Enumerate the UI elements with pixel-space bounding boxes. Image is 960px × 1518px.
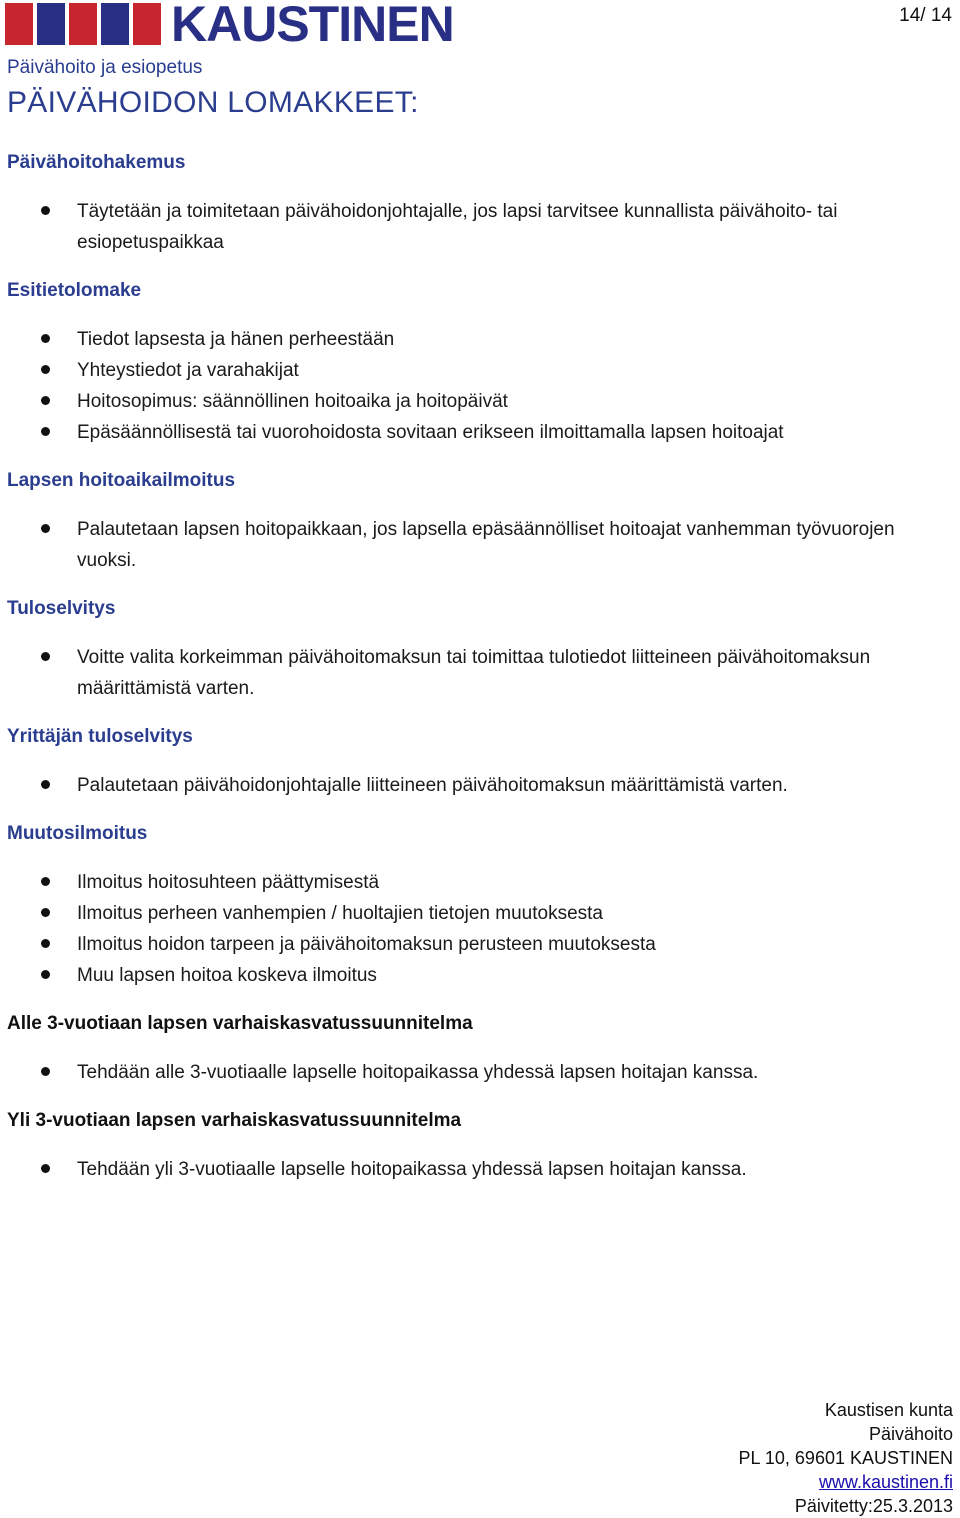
list-item-text: Voitte valita korkeimman päivähoitomaksun tai toimittaa tulotiedot liitteineen päivähoitomaksun määrittämistä varten. [77,647,871,699]
list-item-text: Palautetaan lapsen hoitopaikkaan, jos lapsella epäsäännölliset hoitoajat vanhemman työvuorojen vuoksi. [77,519,895,571]
logo-stripes [5,3,165,45]
bullet-list [7,1057,947,1088]
footer-address: PL 10, 69601 KAUSTINEN [738,1448,953,1468]
list-item [7,642,947,704]
bullet-icon [41,206,50,215]
footer [739,1398,953,1518]
logo-stripe [133,3,161,45]
list-item [7,514,947,576]
bullet-icon [41,1164,50,1173]
bullet-icon [41,365,50,374]
list-item [7,1154,947,1185]
bullet-icon [41,524,50,533]
list-item [7,196,947,258]
bullet-list [7,196,947,258]
bullet-list [7,324,947,448]
list-item [7,1057,947,1088]
list-item [7,386,947,417]
list-item-text: Palautetaan päivähoidonjohtajalle liitteineen päivähoitomaksun määrittämistä varten. [77,775,788,796]
bullet-icon [41,652,50,661]
list-item [7,417,947,448]
footer-website-link[interactable]: www.kaustinen.fi [818,1472,953,1492]
page-title: PÄIVÄHOIDON LOMAKKEET: [7,86,419,119]
bullet-icon [41,334,50,343]
bullet-list [7,642,947,704]
list-item [7,929,947,960]
bullet-icon [41,780,50,789]
list-item [7,355,947,386]
section-heading: Esitietolomake [7,280,142,301]
list-item-text: Ilmoitus hoitosuhteen päättymisestä [77,872,380,893]
logo-stripe [101,3,129,45]
form-list [7,150,947,1205]
section-heading: Yli 3-vuotiaan lapsen varhaiskasvatussuunnitelma [7,1110,462,1131]
list-item [7,867,947,898]
logo-wordmark: KAUSTINEN [171,0,454,52]
bullet-list [7,867,947,991]
logo-stripe [5,3,33,45]
list-item [7,770,947,801]
section-heading: Lapsen hoitoaikailmoitus [7,470,236,491]
bullet-icon [41,939,50,948]
footer-dept: Päivähoito [868,1424,953,1444]
list-item-text: Yhteystiedot ja varahakijat [77,360,299,381]
page-number: 14/ 14 [899,5,952,26]
footer-updated: Päivitetty:25.3.2013 [794,1496,953,1516]
footer-org: Kaustisen kunta [824,1400,953,1420]
section-heading: Yrittäjän tuloselvitys [7,726,193,747]
logo-stripe [69,3,97,45]
bullet-icon [41,427,50,436]
bullet-icon [41,970,50,979]
list-item [7,324,947,355]
list-item-text: Tehdään alle 3-vuotiaalle lapselle hoitopaikassa yhdessä lapsen hoitajan kanssa. [77,1062,759,1083]
list-item-text: Tehdään yli 3-vuotiaalle lapselle hoitopaikassa yhdessä lapsen hoitajan kanssa. [77,1159,747,1180]
section-heading: Muutosilmoitus [7,823,148,844]
bullet-list [7,770,947,801]
list-item-text: Ilmoitus hoidon tarpeen ja päivähoitomaksun perusteen muutoksesta [77,934,656,955]
bullet-icon [41,908,50,917]
list-item-text: Täytetään ja toimitetaan päivähoidonjohtajalle, jos lapsi tarvitsee kunnallista päivähoito- tai esiopetuspaikkaa [77,201,838,253]
list-item [7,960,947,991]
bullet-list [7,1154,947,1185]
kaustinen-logo [5,0,454,52]
list-item [7,898,947,929]
list-item-text: Ilmoitus perheen vanhempien / huoltajien tietojen muutoksesta [77,903,603,924]
logo-stripe [37,3,65,45]
list-item-text: Muu lapsen hoitoa koskeva ilmoitus [77,965,377,986]
list-item-text: Hoitosopimus: säännöllinen hoitoaika ja hoitopäivät [77,391,508,412]
bullet-icon [41,877,50,886]
section-heading: Päivähoitohakemus [7,152,186,173]
section-heading: Alle 3-vuotiaan lapsen varhaiskasvatussuunnitelma [7,1013,473,1034]
bullet-icon [41,1067,50,1076]
section-label: Päivähoito ja esiopetus [7,57,203,78]
section-heading: Tuloselvitys [7,598,116,619]
bullet-list [7,514,947,576]
list-item-text: Tiedot lapsesta ja hänen perheestään [77,329,395,350]
list-item-text: Epäsäännöllisestä tai vuorohoidosta sovitaan erikseen ilmoittamalla lapsen hoitoajat [77,422,784,443]
bullet-icon [41,396,50,405]
